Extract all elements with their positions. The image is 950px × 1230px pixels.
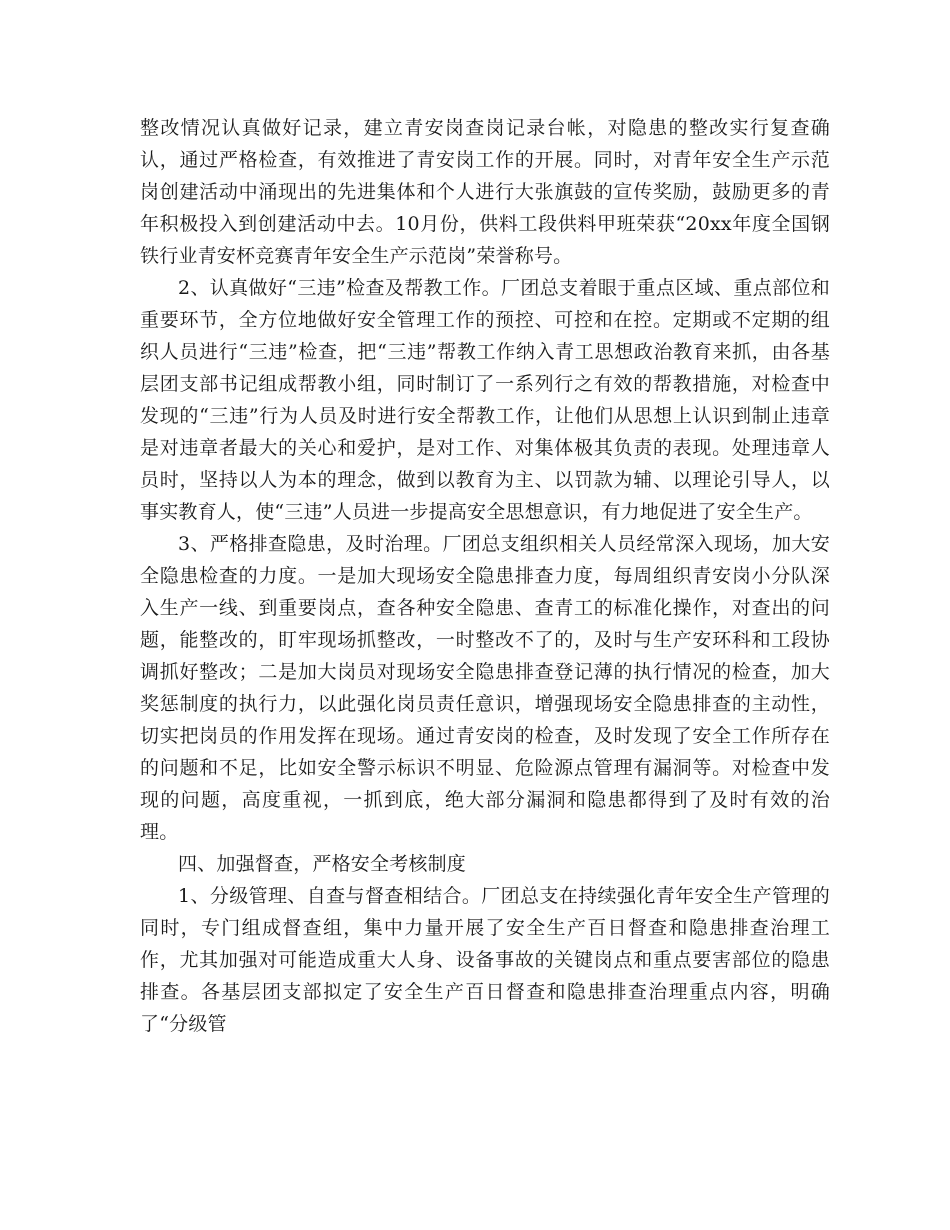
paragraph-graded-management: 1、分级管理、自查与督查相结合。厂团总支在持续强化青年安全生产管理的同时，专门组成督查组，集中力量开展了安全生产百日督查和隐患排查治理工作，尤其加强对可能造成重大人身、设备事故的关键岗点和重点要害部位的隐患排查。各基层团支部拟定了安全生产百日督查和隐患排查治理重点内容，明确了“分级管	[140, 885, 830, 1035]
document-body	[140, 112, 830, 1040]
section-heading-supervision: 四、加强督查，严格安全考核制度	[178, 853, 467, 875]
paragraph-three-violations: 2、认真做好“三违”检查及帮教工作。厂团总支着眼于重点区域、重点部位和重要环节，全方位地做好安全管理工作的预控、可控和在控。定期或不定期的组织人员进行“三违”检查，把“三违”帮教工作纳入青工思想政治教育来抓，由各基层团支部书记组成帮教小组，同时制订了一系列行之有效的帮教措施，对检查中发现的“三违”行为人员及时进行安全帮教工作，让他们从思想上认识到制止违章是对违章者最大的关心和爱护，是对工作、对集体极其负责的表现。处理违章人员时，坚持以人为本的理念，做到以教育为主、以罚款为辅、以理论引导人，以事实教育人，使“三违”人员进一步提高安全思想意识，有力地促进了安全生产。	[140, 277, 830, 523]
paragraph-hazard-inspection: 3、严格排查隐患，及时治理。厂团总支组织相关人员经常深入现场，加大安全隐患检查的力度。一是加大现场安全隐患排查力度，每周组织青安岗小分队深入生产一线、到重要岗点，查各种安全隐患、查青工的标准化操作，对查出的问题，能整改的，盯牢现场抓整改，一时整改不了的，及时与生产安环科和工段协调抓好整改；二是加大岗员对现场安全隐患排查登记薄的执行情况的检查，加大奖惩制度的执行力，以此强化岗员责任意识，增强现场安全隐患排查的主动性，切实把岗员的作用发挥在现场。通过青安岗的检查，及时发现了安全工作所存在的问题和不足，比如安全警示标识不明显、危险源点管理有漏洞等。对检查中发现的问题，高度重视，一抓到底，绝大部分漏洞和隐患都得到了及时有效的治理。	[140, 533, 830, 843]
paragraph-rectification-records: 整改情况认真做好记录，建立青安岗查岗记录台帐，对隐患的整改实行复查确认，通过严格检查，有效推进了青安岗工作的开展。同时，对青年安全生产示范岗创建活动中涌现出的先进集体和个人进行大张旗鼓的宣传奖励，鼓励更多的青年积极投入到创建活动中去。10月份，供料工段供料甲班荣获“20xx年度全国钢铁行业青安杯竞赛青年安全生产示范岗”荣誉称号。	[140, 117, 830, 267]
